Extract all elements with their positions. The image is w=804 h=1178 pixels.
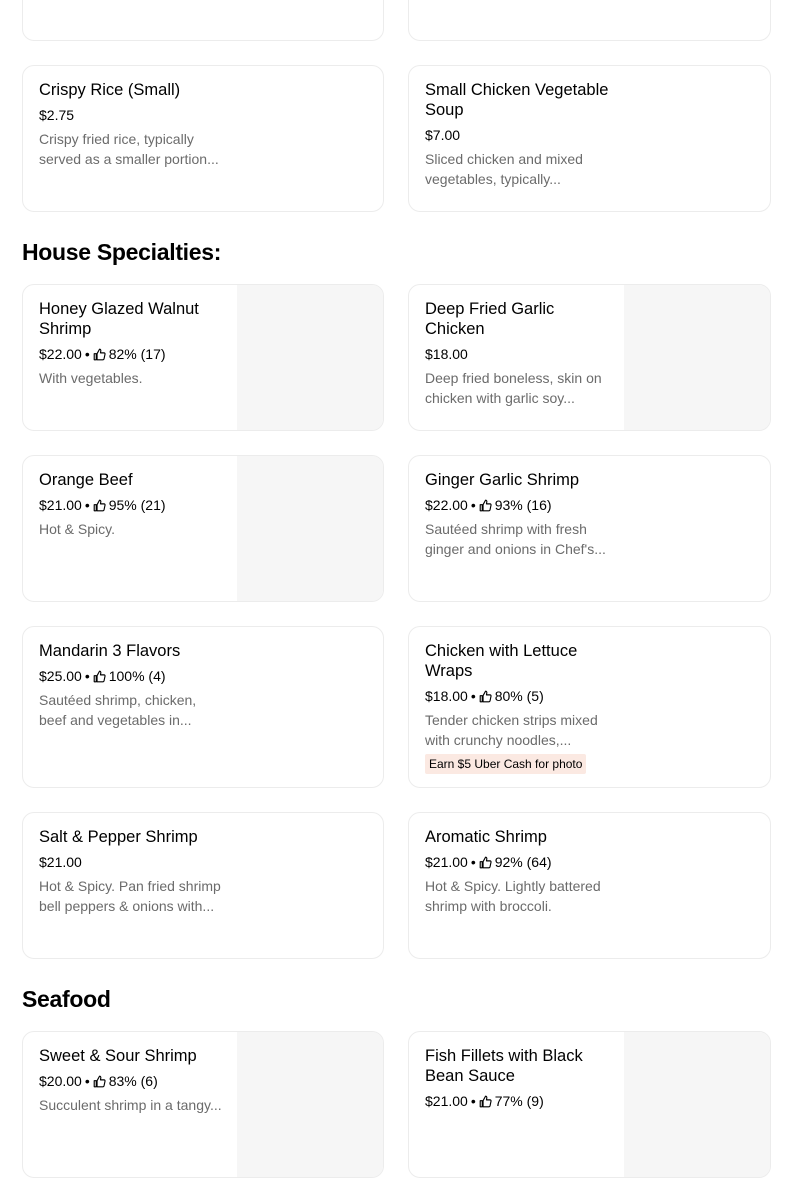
item-description: Sautéed shrimp, chicken, beef and vegetables in...: [39, 692, 197, 728]
item-name: Mandarin 3 Flavors: [39, 642, 181, 660]
item-image: [237, 1032, 383, 1177]
item-description: Hot & Spicy.: [39, 521, 115, 537]
menu-item-walnut-shrimp[interactable]: [22, 284, 384, 431]
item-price: $22.00: [425, 497, 468, 513]
item-description: Succulent shrimp in a tangy...: [39, 1097, 222, 1113]
item-price: $21.00: [39, 497, 82, 513]
item-name: Honey Glazed Walnut Shrimp: [39, 300, 199, 338]
item-description: With vegetables.: [39, 370, 143, 386]
item-name: Salt & Pepper Shrimp: [39, 828, 198, 846]
menu-item-aromatic-shrimp[interactable]: [408, 812, 771, 959]
separator: •: [84, 346, 90, 362]
thumbs-up-icon: [93, 670, 106, 683]
thumbs-up-icon: [93, 1075, 106, 1088]
item-name: Sweet & Sour Shrimp: [39, 1047, 197, 1065]
item-rating: 95% (21): [108, 497, 166, 513]
separator: •: [470, 688, 476, 704]
menu-item-sweet-sour-shrimp[interactable]: [22, 1031, 384, 1178]
section-title-seafood: Seafood: [22, 986, 111, 1012]
separator: •: [84, 668, 90, 684]
item-description: Hot & Spicy. Lightly battered shrimp with broccoli.: [425, 878, 601, 914]
menu-item-crispy-rice[interactable]: [22, 65, 384, 212]
menu-item-card-partial[interactable]: [22, 0, 384, 41]
item-price: $25.00: [39, 668, 82, 684]
item-price: $2.75: [39, 107, 75, 123]
separator: •: [470, 854, 476, 870]
separator: •: [84, 1073, 90, 1089]
item-image: [237, 285, 383, 430]
item-price: $20.00: [39, 1073, 82, 1089]
item-description: Crispy fried rice, typically served as a smaller portion...: [39, 131, 219, 167]
item-name: Small Chicken Vegetable Soup: [425, 81, 609, 119]
item-name: Ginger Garlic Shrimp: [425, 471, 580, 489]
section-title-house-specialties: House Specialties:: [22, 239, 222, 265]
item-name: Crispy Rice (Small): [39, 81, 181, 99]
item-rating: 92% (64): [494, 854, 552, 870]
item-price: $18.00: [425, 688, 468, 704]
item-name: Fish Fillets with Black Bean Sauce: [425, 1047, 583, 1085]
item-description: Tender chicken strips mixed with crunchy noodles,...: [425, 712, 598, 748]
item-rating: 82% (17): [108, 346, 166, 362]
thumbs-up-icon: [479, 1095, 492, 1108]
item-rating: 77% (9): [494, 1093, 544, 1109]
item-price: $7.00: [425, 127, 461, 143]
item-image: [624, 1032, 770, 1177]
item-name: Orange Beef: [39, 471, 133, 489]
separator: •: [470, 497, 476, 513]
menu-item-card-partial[interactable]: [408, 0, 771, 41]
separator: •: [470, 1093, 476, 1109]
item-rating: 83% (6): [108, 1073, 158, 1089]
menu-item-salt-pepper-shrimp[interactable]: [22, 812, 384, 959]
item-price: $22.00: [39, 346, 82, 362]
menu-item-lettuce-wraps[interactable]: [408, 626, 771, 788]
item-description: Hot & Spicy. Pan fried shrimp bell peppers & onions with...: [39, 878, 221, 914]
item-price: $21.00: [39, 854, 82, 870]
item-image: [624, 285, 770, 430]
menu-item-ginger-shrimp[interactable]: [408, 455, 771, 602]
item-price: $21.00: [425, 1093, 468, 1109]
item-description: Sautéed shrimp with fresh ginger and onions in Chef's...: [425, 521, 606, 557]
item-price: $21.00: [425, 854, 468, 870]
menu-item-mandarin[interactable]: [22, 626, 384, 788]
separator: •: [84, 497, 90, 513]
thumbs-up-icon: [93, 499, 106, 512]
menu-item-chicken-soup[interactable]: [408, 65, 771, 212]
item-description: Deep fried boneless, skin on chicken with garlic soy...: [425, 370, 602, 406]
item-rating: 80% (5): [494, 688, 544, 704]
menu-item-orange-beef[interactable]: [22, 455, 384, 602]
thumbs-up-icon: [479, 499, 492, 512]
thumbs-up-icon: [479, 690, 492, 703]
item-image: [237, 456, 383, 601]
item-name: Chicken with Lettuce Wraps: [425, 642, 578, 680]
uber-cash-badge[interactable]: Earn $5 Uber Cash for photo: [425, 754, 586, 774]
thumbs-up-icon: [93, 348, 106, 361]
item-price: $18.00: [425, 346, 468, 362]
item-description: Sliced chicken and mixed vegetables, typically...: [425, 151, 583, 187]
item-rating: 93% (16): [494, 497, 552, 513]
menu-item-fish-fillets[interactable]: [408, 1031, 771, 1178]
item-rating: 100% (4): [108, 668, 166, 684]
item-name: Deep Fried Garlic Chicken: [425, 300, 555, 338]
menu-item-garlic-chicken[interactable]: [408, 284, 771, 431]
item-name: Aromatic Shrimp: [425, 828, 547, 846]
thumbs-up-icon: [479, 856, 492, 869]
